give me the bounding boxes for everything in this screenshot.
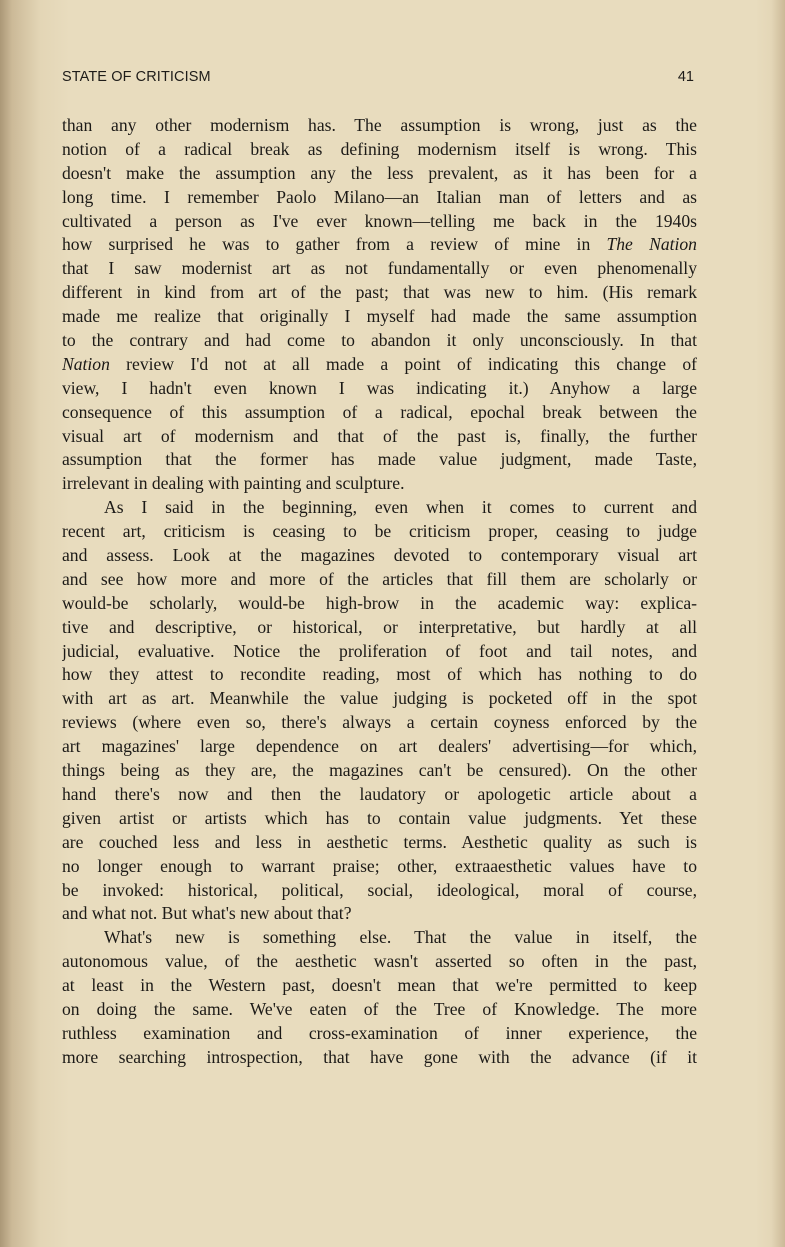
paragraph-1 — [62, 114, 697, 496]
text-line: and what not. But what's new about that? — [62, 903, 352, 924]
text-line — [62, 233, 697, 257]
text-line: cultivated a person as I've ever known—telling me back in the 1940s — [62, 210, 697, 231]
text-line: be invoked: historical, political, social, ideological, moral of course, — [62, 879, 697, 900]
text-line: and assess. Look at the magazines devoted to contemporary visual art — [62, 545, 697, 566]
text-line: things being as they are, the magazines can't be censured). On the other — [62, 760, 697, 781]
paragraph-2 — [62, 496, 697, 926]
text-line: different in kind from art of the past; that was new to him. (His remark — [62, 282, 697, 303]
text-line: assumption that the former has made value judgment, made Taste, — [62, 449, 697, 470]
text-line: no longer enough to warrant praise; other, extraaesthetic values have to — [62, 855, 697, 876]
text-line: with art as art. Meanwhile the value judging is pocketed off in the spot — [62, 688, 697, 709]
text-line: autonomous value, of the aesthetic wasn't asserted so often in the past, — [62, 951, 697, 972]
body-text — [62, 114, 697, 1070]
text-line — [62, 353, 697, 377]
italic-title: Nation — [62, 353, 110, 374]
text-line: judicial, evaluative. Notice the proliferation of foot and tail notes, and — [62, 640, 697, 661]
text-line: on doing the same. We've eaten of the Tree of Knowledge. The more — [62, 998, 697, 1019]
text-line: long time. I remember Paolo Milano—an Italian man of letters and as — [62, 186, 697, 207]
text-line: tive and descriptive, or historical, or interpretative, but hardly at all — [62, 616, 697, 637]
text-line: than any other modernism has. The assumption is wrong, just as the — [62, 115, 697, 135]
paragraph-3 — [62, 926, 697, 1069]
text-line: art magazines' large dependence on art dealers' advertising—for which, — [62, 736, 697, 757]
text-line: and see how more and more of the articles that fill them are scholarly or — [62, 568, 697, 589]
text-segment: how surprised he was to gather from a review of mine in — [62, 234, 607, 255]
text-line: at least in the Western past, doesn't mean that we're permitted to keep — [62, 975, 697, 996]
text-line: hand there's now and then the laudatory or apologetic article about a — [62, 783, 697, 804]
text-line: doesn't make the assumption any the less prevalent, as it has been for a — [62, 162, 697, 183]
page-number: 41 — [677, 69, 694, 85]
text-line: visual art of modernism and that of the past is, finally, the further — [62, 425, 697, 446]
page-header — [62, 69, 694, 91]
text-line: ruthless examination and cross-examination of inner experience, the — [62, 1022, 697, 1043]
text-line: made me realize that originally I myself had made the same assumption — [62, 306, 697, 327]
text-line: What's new is something else. That the value in itself, the — [104, 927, 697, 948]
text-line: irrelevant in dealing with painting and sculpture. — [62, 473, 405, 494]
running-head: STATE OF CRITICISM — [62, 69, 211, 85]
text-segment: review I'd not at all made a point of indicating this change of — [109, 353, 697, 374]
text-line: notion of a radical break as defining modernism itself is wrong. This — [62, 138, 697, 159]
text-line: reviews (where even so, there's always a certain coyness enforced by the — [62, 712, 697, 733]
text-line: given artist or artists which has to contain value judgments. Yet these — [62, 807, 697, 828]
text-line: consequence of this assumption of a radical, epochal break between the — [62, 401, 697, 422]
text-line: are couched less and less in aesthetic terms. Aesthetic quality as such is — [62, 831, 697, 852]
text-line: to the contrary and had come to abandon it only unconsciously. In that — [62, 330, 697, 351]
text-line: more searching introspection, that have gone with the advance (if it — [62, 1046, 697, 1067]
text-line: would-be scholarly, would-be high-brow in the academic way: explica- — [62, 592, 697, 613]
italic-title: The Nation — [606, 234, 697, 255]
text-line: that I saw modernist art as not fundamentally or even phenomenally — [62, 258, 697, 279]
text-line: recent art, criticism is ceasing to be criticism proper, ceasing to judge — [62, 521, 697, 542]
text-line: view, I hadn't even known I was indicating it.) Anyhow a large — [62, 377, 697, 398]
text-line: how they attest to recondite reading, most of which has nothing to do — [62, 664, 697, 685]
text-line: As I said in the beginning, even when it comes to current and — [104, 497, 697, 518]
